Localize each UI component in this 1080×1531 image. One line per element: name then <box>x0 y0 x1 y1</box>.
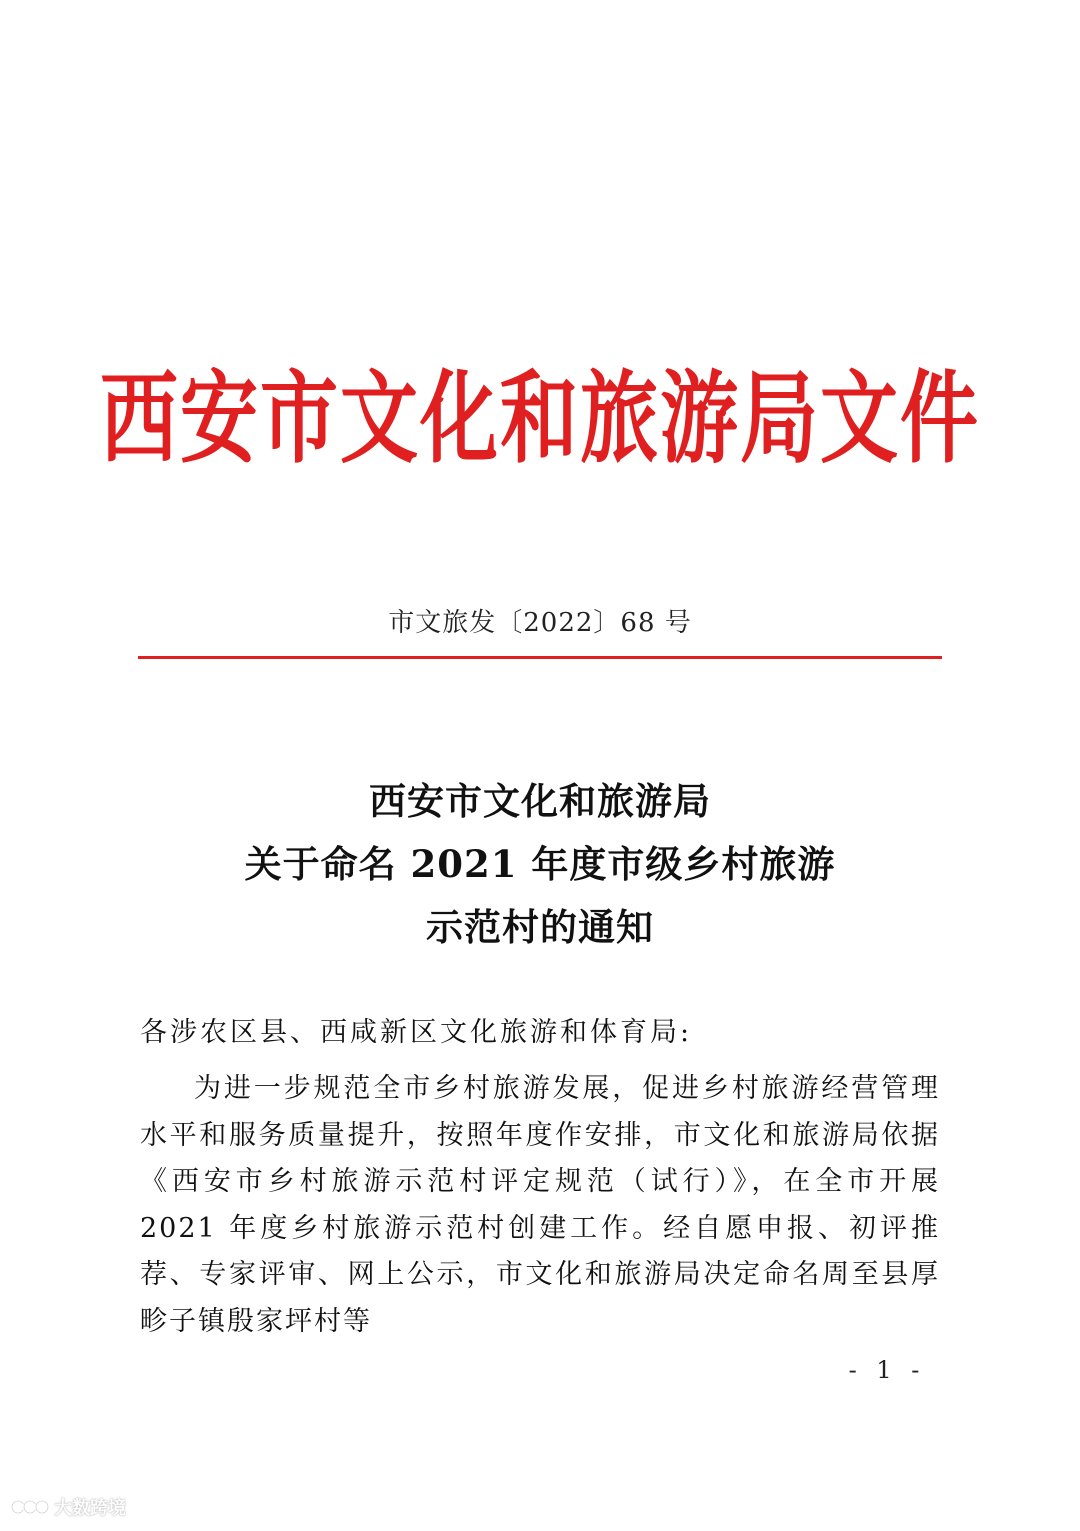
notice-title-line-1: 西安市文化和旅游局 <box>369 779 711 823</box>
notice-title-line-2: 关于命名 2021 年度市级乡村旅游 <box>244 842 836 886</box>
bigdata-logo-icon <box>10 1496 50 1518</box>
salutation: 各涉农区县、西咸新区文化旅游和体育局: <box>140 1017 693 1048</box>
notice-title-line-3: 示范村的通知 <box>426 905 654 949</box>
page-number: - 1 - <box>848 1356 926 1384</box>
body-paragraph: 为进一步规范全市乡村旅游发展，促进乡村旅游经营管理水平和服务质量提升，按照年度作安排，市文化和旅游局依据《西安市乡村旅游示范村评定规范（试行）》，在全市开展 2021 年度乡村旅游示范村创建工作。经自愿申报、初评推荐、专家评审、网上公示，市文化和旅游局决定命名周至县厚畛子镇殷家坪村等 <box>140 1073 940 1337</box>
red-divider-line <box>138 656 942 659</box>
masthead-title: 西安市文化和旅游局文件 <box>99 362 980 478</box>
document-number: 市文旅发〔2022〕68 号 <box>388 608 692 638</box>
watermark-text: 大数跨境 <box>54 1498 126 1519</box>
watermark <box>10 1494 126 1520</box>
